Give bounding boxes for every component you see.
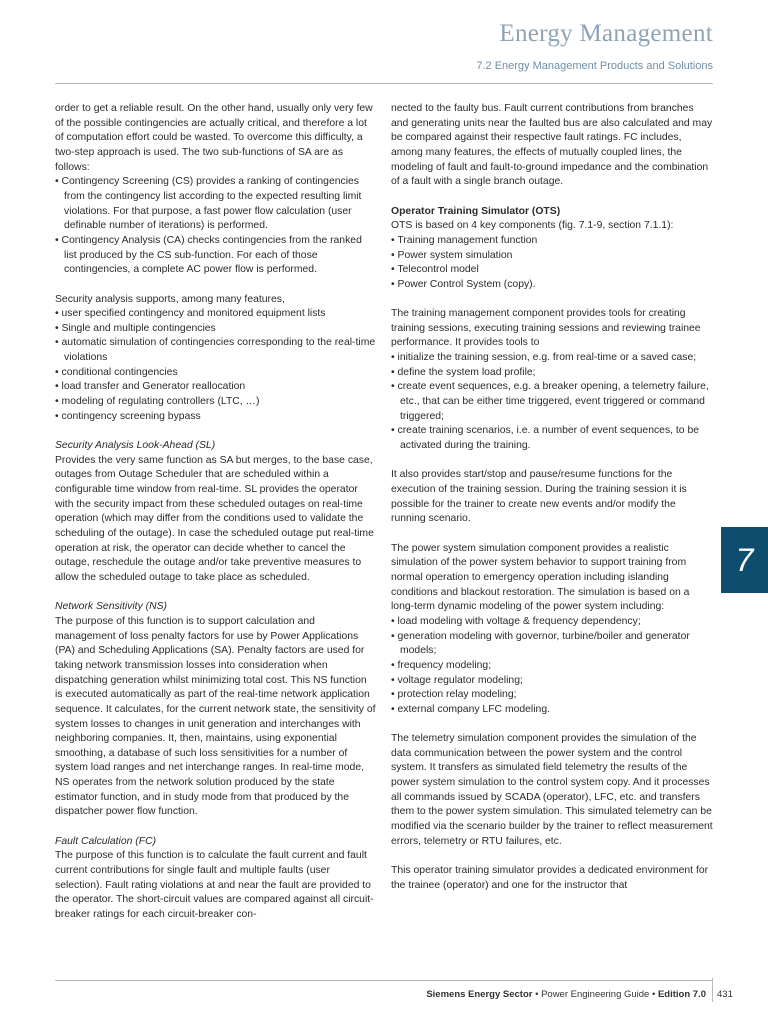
bullet-item: • frequency modeling; [391, 659, 492, 671]
paragraph-spacer [391, 293, 713, 308]
body-paragraph: This operator training simulator provides a dedicated environment for the trainee (operator) and one for the instructor that [391, 865, 709, 891]
body-paragraph: The purpose of this function is to support calculation and management of loss penalty factors for use by Power Applications (PA) and Scheduling Applications (SA). Penalty factors are used for taking network transmission losses into consideration when dispatching generation whilst minimizing total cost. This NS function is executed automatically as part of the real-time network application sequence. It calculates, for the current network state, the sensitivity of system losses to changes in unit generation and interchanges with neighboring companies. It, then, maintains, using exponential smoothing, a database of such loss sensitivities for a number of system load ranges and net interchange ranges. In real-time mode, NS operates from the network solution produced by the state estimator function, and in study mode from that produced by the dispatcher power flow function. [55, 615, 376, 818]
bullet-item: • create event sequences, e.g. a breaker opening, a telemetry failure, etc., that can be either time triggered, event triggered or command triggered; [391, 381, 709, 422]
paragraph-spacer [391, 849, 713, 864]
bullet-item: • Single and multiple contingencies [55, 322, 216, 334]
section-heading: Security Analysis Look-Ahead (SL) [55, 440, 216, 452]
footer-divider [55, 980, 713, 981]
body-paragraph: The training management component provides tools for creating training sessions, executing training sessions and reviewing trainee performance. It provides tools to [391, 308, 701, 349]
paragraph-spacer [55, 586, 377, 601]
bullet-item: • load transfer and Generator reallocation [55, 381, 246, 393]
body-paragraph: The purpose of this function is to calculate the fault current and fault current contributions for single fault and multiple faults (user selection). Fault rating violations at and near the fault are provided to the operator. The short-circuit values are compared against all circuit-breaker ratings for each circuit-breaker con- [55, 850, 374, 921]
body-paragraph: nected to the faulty bus. Fault current contributions from branches and generating units near the faulted bus are also calculated and may be compared against their respective fault ratings. FC includes, among many features, the effects of mutually coupled lines, the modeling of fault and fault-to-ground impedance and the combination of a fault with a single branch outage. [391, 103, 713, 188]
footer-edition: Edition 7.0 [657, 989, 706, 1000]
bullet-item: • Contingency Analysis (CA) checks contingencies from the ranked list produced by the CS sub-function. For each of those contingencies, a complete AC power flow is performed. [55, 234, 362, 276]
bullet-item: • create training scenarios, i.e. a number of event sequences, to be activated during the training. [391, 425, 700, 452]
bullet-item: • automatic simulation of contingencies corresponding to the real-time violations [55, 337, 376, 364]
bullet-item: • user specified contingency and monitored equipment lists [55, 308, 326, 320]
paragraph-spacer [391, 527, 713, 542]
body-paragraph: Provides the very same function as SA but merges, to the base case, outages from Outage Scheduler that are scheduled within a configurable time window from real-time. SL provides the operator with the security impact from these scheduled outages on real-time operation (which may differ from the conditions used to validate the scheduling of the outage). In case the scheduled outage put real-time operation at risk, the operator can decide whether to cancel the outage, reschedule the outage and/or take preventive measures to allow the scheduled outage to take place as scheduled. [55, 454, 374, 583]
bullet-item: • define the system load profile; [391, 366, 536, 378]
footer-sep: • [532, 989, 542, 1000]
bullet-item: • initialize the training session, e.g. from real-time or a saved case; [391, 352, 697, 364]
section-heading: Network Sensitivity (NS) [55, 601, 168, 613]
paragraph-spacer [55, 424, 377, 439]
right-text-column [391, 102, 713, 893]
footer-credit [426, 989, 706, 1000]
body-paragraph: The power system simulation component provides a realistic simulation of the power system behavior to support training from normal operation to emergency operation including islanding conditions and blackout restoration. The simulation is based on a long-term dynamic modeling of the power system including: [391, 542, 690, 613]
bullet-item: • generation modeling with governor, turbine/boiler and generator models; [391, 630, 690, 657]
section-heading: Operator Training Simulator (OTS) [391, 205, 561, 217]
footer-separator [712, 978, 713, 1002]
section-subtitle: 7.2 Energy Management Products and Solutions [476, 60, 713, 72]
bullet-item: • Power Control System (copy). [391, 278, 536, 290]
body-paragraph: Security analysis supports, among many features, [55, 293, 285, 305]
bullet-item: • Contingency Screening (CS) provides a ranking of contingencies from the contingency list according to the expected resulting limit violations. For that purpose, a fast power flow calculation (user definable number of iterations) is performed. [55, 176, 362, 232]
bullet-item: • external company LFC modeling. [391, 703, 550, 715]
body-paragraph: The telemetry simulation component provides the simulation of the data communication between the power system and the control system. It transfers as simulated field telemetry the results of the power system simulation to the control system copy. And it processes all commands issued by SCADA (operator), LFC, etc. and transfers them to the power system simulation. This simulated telemetry can be modified via the scenario builder by the trainer to reflect measurement errors, telemetry or RTU failures, etc. [391, 733, 713, 847]
body-paragraph: It also provides start/stop and pause/resume functions for the execution of the training session. During the training session it is possible for the trainer to create new events and/or modify the running scenario. [391, 469, 687, 525]
footer-guide: Power Engineering Guide [541, 989, 650, 1000]
bullet-item: • modeling of regulating controllers (LTC, …) [55, 396, 260, 408]
paragraph-spacer [55, 820, 377, 835]
chapter-tab[interactable]: 7 [721, 527, 768, 593]
left-text-column [55, 102, 377, 923]
bullet-item: • conditional contingencies [55, 366, 178, 378]
bullet-item: • Telecontrol model [391, 264, 479, 276]
page-number: 431 [717, 989, 733, 1000]
paragraph-spacer [391, 190, 713, 205]
body-paragraph: OTS is based on 4 key components (fig. 7.1-9, section 7.1.1): [391, 220, 674, 232]
bullet-item: • load modeling with voltage & frequency dependency; [391, 615, 641, 627]
bullet-item: • Power system simulation [391, 249, 513, 261]
section-heading: Fault Calculation (FC) [55, 835, 157, 847]
footer-sep: • [649, 989, 658, 1000]
bullet-item: • Training management function [391, 234, 538, 246]
bullet-item: • contingency screening bypass [55, 410, 201, 422]
body-paragraph: order to get a reliable result. On the other hand, usually only very few of the possible contingencies are actually critical, and therefore a lot of computation effort could be wasted. To overcome this difficulty, a two-step approach is used. The two sub-functions of SA are as follows: [55, 103, 373, 173]
bullet-item: • voltage regulator modeling; [391, 674, 523, 686]
bullet-item: • protection relay modeling; [391, 689, 517, 701]
paragraph-spacer [391, 718, 713, 733]
chapter-title: Energy Management [499, 20, 713, 47]
header-divider [55, 83, 713, 84]
paragraph-spacer [391, 454, 713, 469]
paragraph-spacer [55, 278, 377, 293]
footer-org: Siemens Energy Sector [426, 989, 533, 1000]
